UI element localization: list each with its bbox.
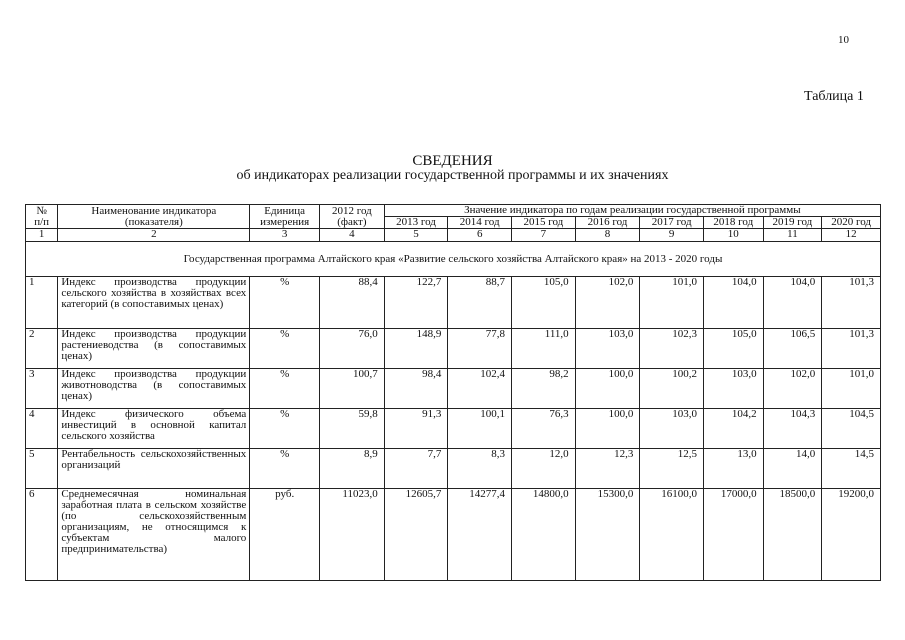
value-cell: 103,0 <box>575 329 640 369</box>
header-year: 2014 год <box>448 217 512 229</box>
unit-cell: % <box>250 449 320 489</box>
value-cell: 7,7 <box>384 449 448 489</box>
value-cell: 104,5 <box>822 409 881 449</box>
unit-cell: % <box>250 409 320 449</box>
header-base-year: 2012 год (факт) <box>320 205 385 229</box>
column-number: 7 <box>512 229 576 242</box>
value-cell: 111,0 <box>512 329 576 369</box>
value-cell: 104,0 <box>704 277 764 329</box>
unit-cell: руб. <box>250 489 320 581</box>
header-year: 2020 год <box>822 217 881 229</box>
value-cell: 88,4 <box>320 277 385 329</box>
header-year: 2017 год <box>640 217 704 229</box>
value-cell: 19200,0 <box>822 489 881 581</box>
column-number: 8 <box>575 229 640 242</box>
value-cell: 100,7 <box>320 369 385 409</box>
value-cell: 106,5 <box>763 329 822 369</box>
row-number: 1 <box>26 277 58 329</box>
value-cell: 100,0 <box>575 369 640 409</box>
value-cell: 14,5 <box>822 449 881 489</box>
row-number: 6 <box>26 489 58 581</box>
column-number: 2 <box>58 229 250 242</box>
column-number: 5 <box>384 229 448 242</box>
column-number: 10 <box>704 229 764 242</box>
value-cell: 88,7 <box>448 277 512 329</box>
unit-cell: % <box>250 329 320 369</box>
row-number: 4 <box>26 409 58 449</box>
value-cell: 103,0 <box>704 369 764 409</box>
value-cell: 14800,0 <box>512 489 576 581</box>
value-cell: 59,8 <box>320 409 385 449</box>
value-cell: 104,2 <box>704 409 764 449</box>
column-number: 6 <box>448 229 512 242</box>
value-cell: 12,5 <box>640 449 704 489</box>
value-cell: 100,1 <box>448 409 512 449</box>
unit-cell: % <box>250 369 320 409</box>
table-label: Таблица 1 <box>804 89 864 104</box>
table-row <box>26 449 881 489</box>
table-row <box>26 277 881 329</box>
indicator-name: Индекс производства продукции растениеводства (в сопоставимых ценах) <box>58 329 250 369</box>
header-unit: Единица измерения <box>250 205 320 229</box>
document-title: СВЕДЕНИЯ <box>412 153 493 169</box>
column-number: 9 <box>640 229 704 242</box>
value-cell: 100,2 <box>640 369 704 409</box>
column-number: 3 <box>250 229 320 242</box>
value-cell: 104,3 <box>763 409 822 449</box>
header-year: 2018 год <box>704 217 764 229</box>
page-number: 10 <box>838 34 849 46</box>
header-row-top <box>26 205 881 217</box>
value-cell: 98,2 <box>512 369 576 409</box>
row-number: 2 <box>26 329 58 369</box>
value-cell: 91,3 <box>384 409 448 449</box>
header-year: 2016 год <box>575 217 640 229</box>
table-row <box>26 489 881 581</box>
column-numbers-row <box>26 229 881 242</box>
value-cell: 17000,0 <box>704 489 764 581</box>
value-cell: 76,3 <box>512 409 576 449</box>
table-row <box>26 369 881 409</box>
header-year: 2013 год <box>384 217 448 229</box>
value-cell: 15300,0 <box>575 489 640 581</box>
value-cell: 8,3 <box>448 449 512 489</box>
value-cell: 98,4 <box>384 369 448 409</box>
value-cell: 14,0 <box>763 449 822 489</box>
value-cell: 14277,4 <box>448 489 512 581</box>
value-cell: 101,0 <box>822 369 881 409</box>
indicator-name: Индекс физического объема инвестиций в основной капитал сельского хозяйства <box>58 409 250 449</box>
value-cell: 105,0 <box>512 277 576 329</box>
header-group: Значение индикатора по годам реализации государственной программы <box>384 205 880 217</box>
row-number: 3 <box>26 369 58 409</box>
value-cell: 148,9 <box>384 329 448 369</box>
value-cell: 102,0 <box>763 369 822 409</box>
value-cell: 100,0 <box>575 409 640 449</box>
header-name: Наименование индикатора (показателя) <box>58 205 250 229</box>
value-cell: 8,9 <box>320 449 385 489</box>
table-row <box>26 329 881 369</box>
row-number: 5 <box>26 449 58 489</box>
column-number: 4 <box>320 229 385 242</box>
indicator-name: Среднемесячная номинальная заработная плата в сельском хозяйстве (по сельскохозяйственным организациям, не относящимся к субъектам малого предпринимательства) <box>58 489 250 581</box>
value-cell: 16100,0 <box>640 489 704 581</box>
value-cell: 102,0 <box>575 277 640 329</box>
indicators-table <box>25 204 881 581</box>
value-cell: 13,0 <box>704 449 764 489</box>
value-cell: 101,3 <box>822 277 881 329</box>
unit-cell: % <box>250 277 320 329</box>
value-cell: 12,3 <box>575 449 640 489</box>
value-cell: 104,0 <box>763 277 822 329</box>
value-cell: 101,0 <box>640 277 704 329</box>
value-cell: 76,0 <box>320 329 385 369</box>
header-no: № п/п <box>26 205 58 229</box>
value-cell: 18500,0 <box>763 489 822 581</box>
section-row <box>26 242 881 277</box>
table-row <box>26 409 881 449</box>
indicator-name: Индекс производства продукции сельского хозяйства в хозяйствах всех категорий (в сопоставимых ценах) <box>58 277 250 329</box>
column-number: 11 <box>763 229 822 242</box>
value-cell: 101,3 <box>822 329 881 369</box>
indicator-name: Рентабельность сельскохозяйственных организаций <box>58 449 250 489</box>
section-title: Государственная программа Алтайского края «Развитие сельского хозяйства Алтайского края» на 2013 - 2020 годы <box>26 242 881 277</box>
value-cell: 77,8 <box>448 329 512 369</box>
column-number: 12 <box>822 229 881 242</box>
header-year: 2015 год <box>512 217 576 229</box>
value-cell: 12605,7 <box>384 489 448 581</box>
value-cell: 12,0 <box>512 449 576 489</box>
indicator-name: Индекс производства продукции животноводства (в сопоставимых ценах) <box>58 369 250 409</box>
header-year: 2019 год <box>763 217 822 229</box>
value-cell: 102,4 <box>448 369 512 409</box>
column-number: 1 <box>26 229 58 242</box>
value-cell: 11023,0 <box>320 489 385 581</box>
value-cell: 105,0 <box>704 329 764 369</box>
document-subtitle: об индикаторах реализации государственной программы и их значениях <box>236 168 669 183</box>
value-cell: 102,3 <box>640 329 704 369</box>
value-cell: 103,0 <box>640 409 704 449</box>
value-cell: 122,7 <box>384 277 448 329</box>
